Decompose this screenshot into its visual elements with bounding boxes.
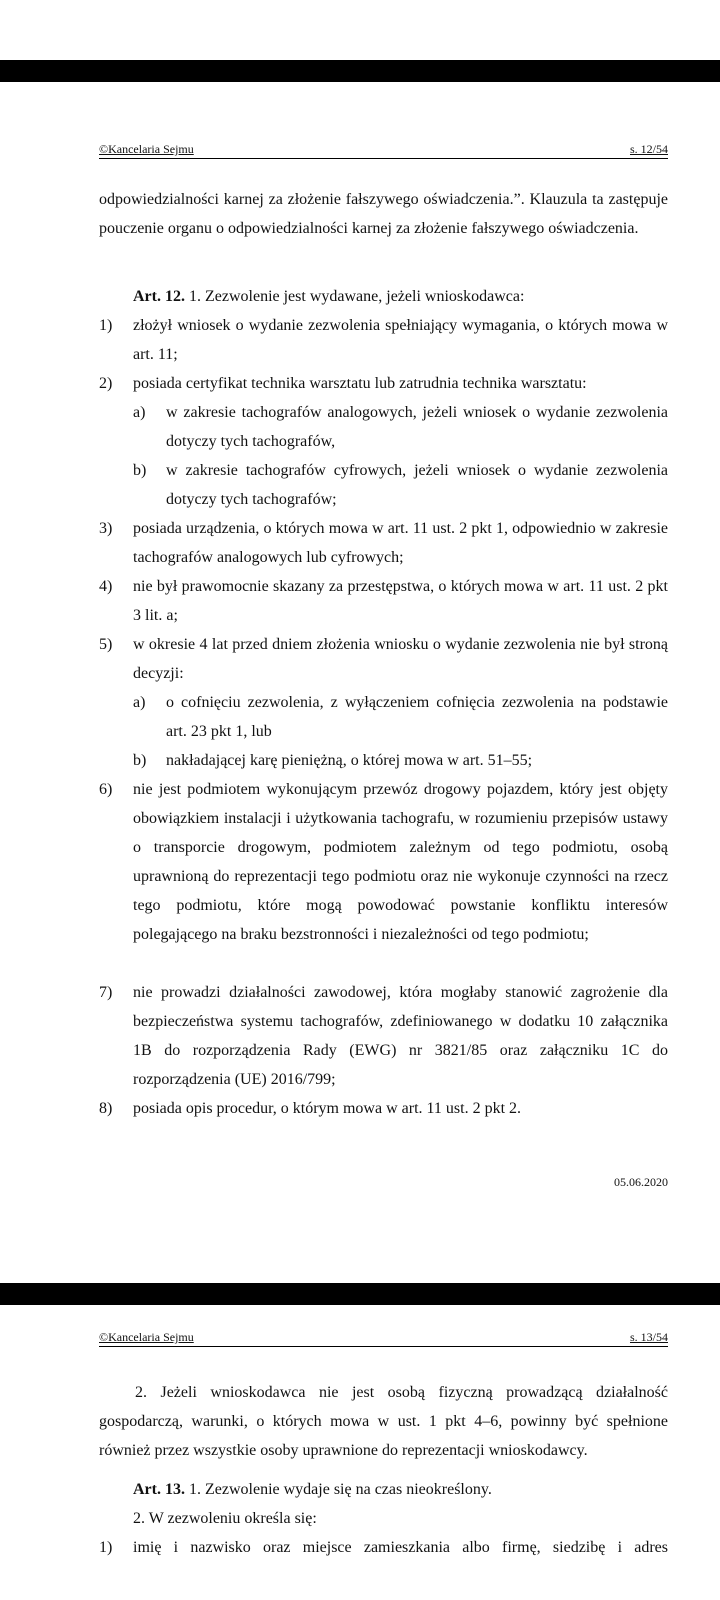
item-number: 1) xyxy=(99,1539,113,1556)
item-text: o cofnięciu zezwolenia, z wyłączeniem cofnięcia zezwolenia na podstawie art. 23 pkt 1, lub xyxy=(166,694,668,740)
item-text: nie prowadzi działalności zawodowej, która mogłaby stanowić zagrożenie dla bezpieczeństwa systemu tachografów, zdefiniowanego w dodatku 10 załącznika 1B do rozporządzenia Rady (EWG) nr 3821/85 oraz załączniku 1C do rozporządzenia (UE) 2016/799; xyxy=(133,984,668,1088)
item-text: posiada urządzenia, o których mowa w art. 11 ust. 2 pkt 1, odpowiednio w zakresie tachografów analogowych lub cyfrowych; xyxy=(133,520,668,566)
item-text: posiada certyfikat technika warsztatu lub zatrudnia technika warsztatu: xyxy=(133,375,587,392)
header-page-number: s. 12/54 xyxy=(629,142,668,156)
document-page-12 xyxy=(0,82,720,1283)
item-letter: a) xyxy=(133,404,146,421)
item-text: w zakresie tachografów analogowych, jeżeli wniosek o wydanie zezwolenia dotyczy tych tachografów, xyxy=(166,404,668,450)
art-12-text: 1. Zezwolenie jest wydawane, jeżeli wnioskodawca: xyxy=(184,288,525,305)
item-number: 1) xyxy=(99,317,113,334)
art-13-paragraph-2: 2. W zezwoleniu określa się: xyxy=(133,1510,317,1527)
item-text: w zakresie tachografów cyfrowych, jeżeli wniosek o wydanie zezwolenia dotyczy tych tachografów; xyxy=(166,462,668,508)
art-13-label: Art. 13. xyxy=(133,1481,185,1498)
paragraph-2: 2. Jeżeli wnioskodawca nie jest osobą fizyczną prowadzącą działalność gospodarczą, warunki, o których mowa w ust. 1 pkt 4–6, powinny być spełnione również przez wszystkie osoby uprawnione do reprezentacji wnioskodawcy. xyxy=(99,1384,668,1459)
page-separator xyxy=(0,60,720,82)
item-text: imię i nazwisko oraz miejsce zamieszkania albo firmę, siedzibę i adres xyxy=(133,1539,668,1556)
item-letter: a) xyxy=(133,694,146,711)
item-number: 8) xyxy=(99,1100,113,1117)
item-number: 7) xyxy=(99,984,113,1001)
art-12-heading xyxy=(133,282,668,311)
header-publisher: ©Kancelaria Sejmu xyxy=(99,1330,194,1344)
item-letter: b) xyxy=(133,462,147,479)
page-separator xyxy=(0,1283,720,1305)
art-12-label: Art. 12. xyxy=(133,288,185,305)
item-text: nie jest podmiotem wykonującym przewóz drogowy pojazdem, który jest objęty obowiązkiem instalacji i użytkowania tachografu, w rozumieniu przepisów ustawy o transporcie drogowym, podmiotem zależnym od tego podmiotu, osobą uprawnioną do reprezentacji tego podmiotu oraz nie wykonuje czynności na rzecz tego podmiotu, które mogą powodować powstanie konfliktu interesów polegającego na braku bezstronności i niezależności od tego podmiotu; xyxy=(133,781,668,943)
item-number: 2) xyxy=(99,375,113,392)
item-text: nie był prawomocnie skazany za przestępstwa, o których mowa w art. 11 ust. 2 pkt 3 lit. a; xyxy=(133,578,668,624)
page-header xyxy=(99,1330,668,1347)
art-13-text: 1. Zezwolenie wydaje się na czas nieokreślony. xyxy=(184,1481,492,1498)
header-publisher: ©Kancelaria Sejmu xyxy=(99,142,194,156)
app-top-bar xyxy=(0,0,720,61)
art-13-heading xyxy=(133,1475,668,1504)
document-date: 05.06.2020 xyxy=(614,1175,668,1189)
item-text: złożył wniosek o wydanie zezwolenia spełniający wymagania, o których mowa w art. 11; xyxy=(133,317,668,363)
item-number: 3) xyxy=(99,520,113,537)
item-text: posiada opis procedur, o którym mowa w art. 11 ust. 2 pkt 2. xyxy=(133,1100,522,1117)
page-header xyxy=(99,142,668,159)
item-letter: b) xyxy=(133,752,147,769)
document-page-13 xyxy=(0,1305,720,1600)
item-text: w okresie 4 lat przed dniem złożenia wniosku o wydanie zezwolenia nie był stroną decyzji: xyxy=(133,636,668,682)
intro-paragraph: odpowiedzialności karnej za złożenie fałszywego oświadczenia.”. Klauzula ta zastępuje pouczenie organu o odpowiedzialności karnej za złożenie fałszywego oświadczenia. xyxy=(99,191,668,237)
item-number: 6) xyxy=(99,781,113,798)
item-text: nakładającej karę pieniężną, o której mowa w art. 51–55; xyxy=(166,752,533,769)
item-number: 4) xyxy=(99,578,113,595)
header-page-number: s. 13/54 xyxy=(629,1330,668,1344)
item-number: 5) xyxy=(99,636,113,653)
